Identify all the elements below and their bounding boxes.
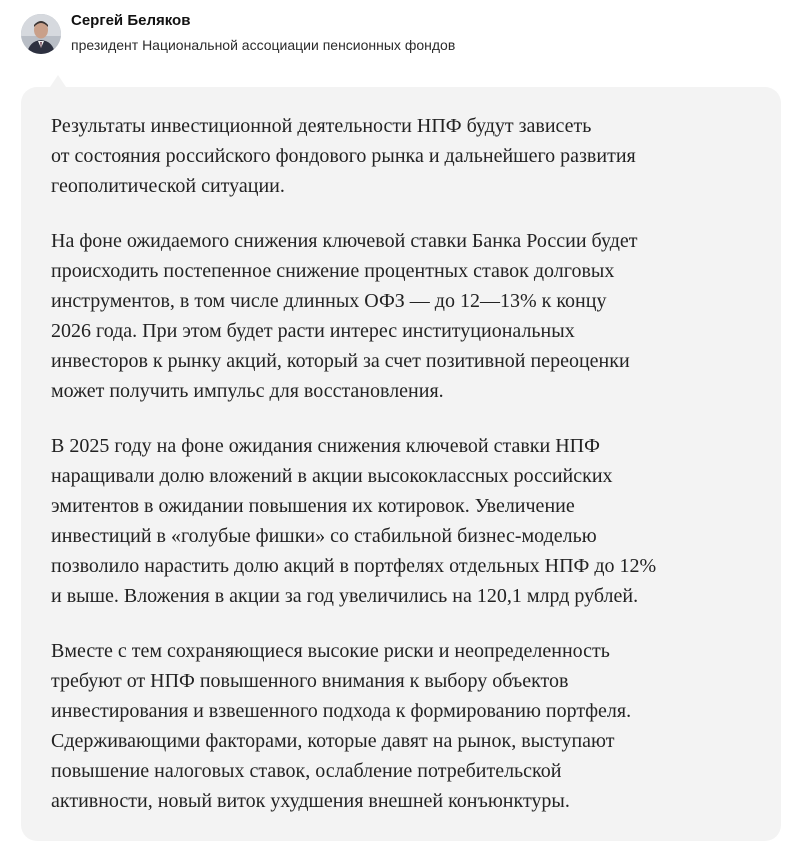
quote-paragraph: Вместе с тем сохраняющиеся высокие риски и неопределенность требуют от НПФ повышенного внимания к выбору объектов инвестирования и взвешенного подхода к формированию портфеля. Сдерживающими факторами, которые давят на рынок, выступают повышение налоговых ставок, ослабление потребительской активности, новый виток ухудшения внешней конъюнктуры. [51,640,632,812]
quote-paragraph: Результаты инвестиционной деятельности НПФ будут зависеть от состояния российского фондового рынка и дальнейшего развития геополитической ситуации. [51,115,636,197]
quote-paragraph: В 2025 году на фоне ожидания снижения ключевой ставки НПФ наращивали долю вложений в акции высококлассных российских эмитентов в ожидании повышения их котировок. Увеличение инвестиций в «голубые фишки» со стабильной бизнес-моделью позволило нарастить долю акций в портфелях отдельных НПФ до 12% и выше. Вложения в акции за год увеличились на 120,1 млрд рублей. [51,435,657,607]
quote-paragraph: На фоне ожидаемого снижения ключевой ставки Банка России будет происходить постепенное снижение процентных ставок долговых инструментов, в том числе длинных ОФЗ — до 12—13% к концу 2026 года. При этом будет расти интерес институциональных инвесторов к рынку акций, который за счет позитивной переоценки может получить импульс для восстановления. [51,230,638,402]
avatar [21,14,61,54]
author-block [21,14,455,54]
author-role: президент Национальной ассоциации пенсионных фондов [71,37,456,53]
quote-bubble [21,87,781,841]
quote-pointer [50,75,66,87]
person-photo-icon [21,14,61,54]
author-name: Сергей Беляков [71,12,191,29]
